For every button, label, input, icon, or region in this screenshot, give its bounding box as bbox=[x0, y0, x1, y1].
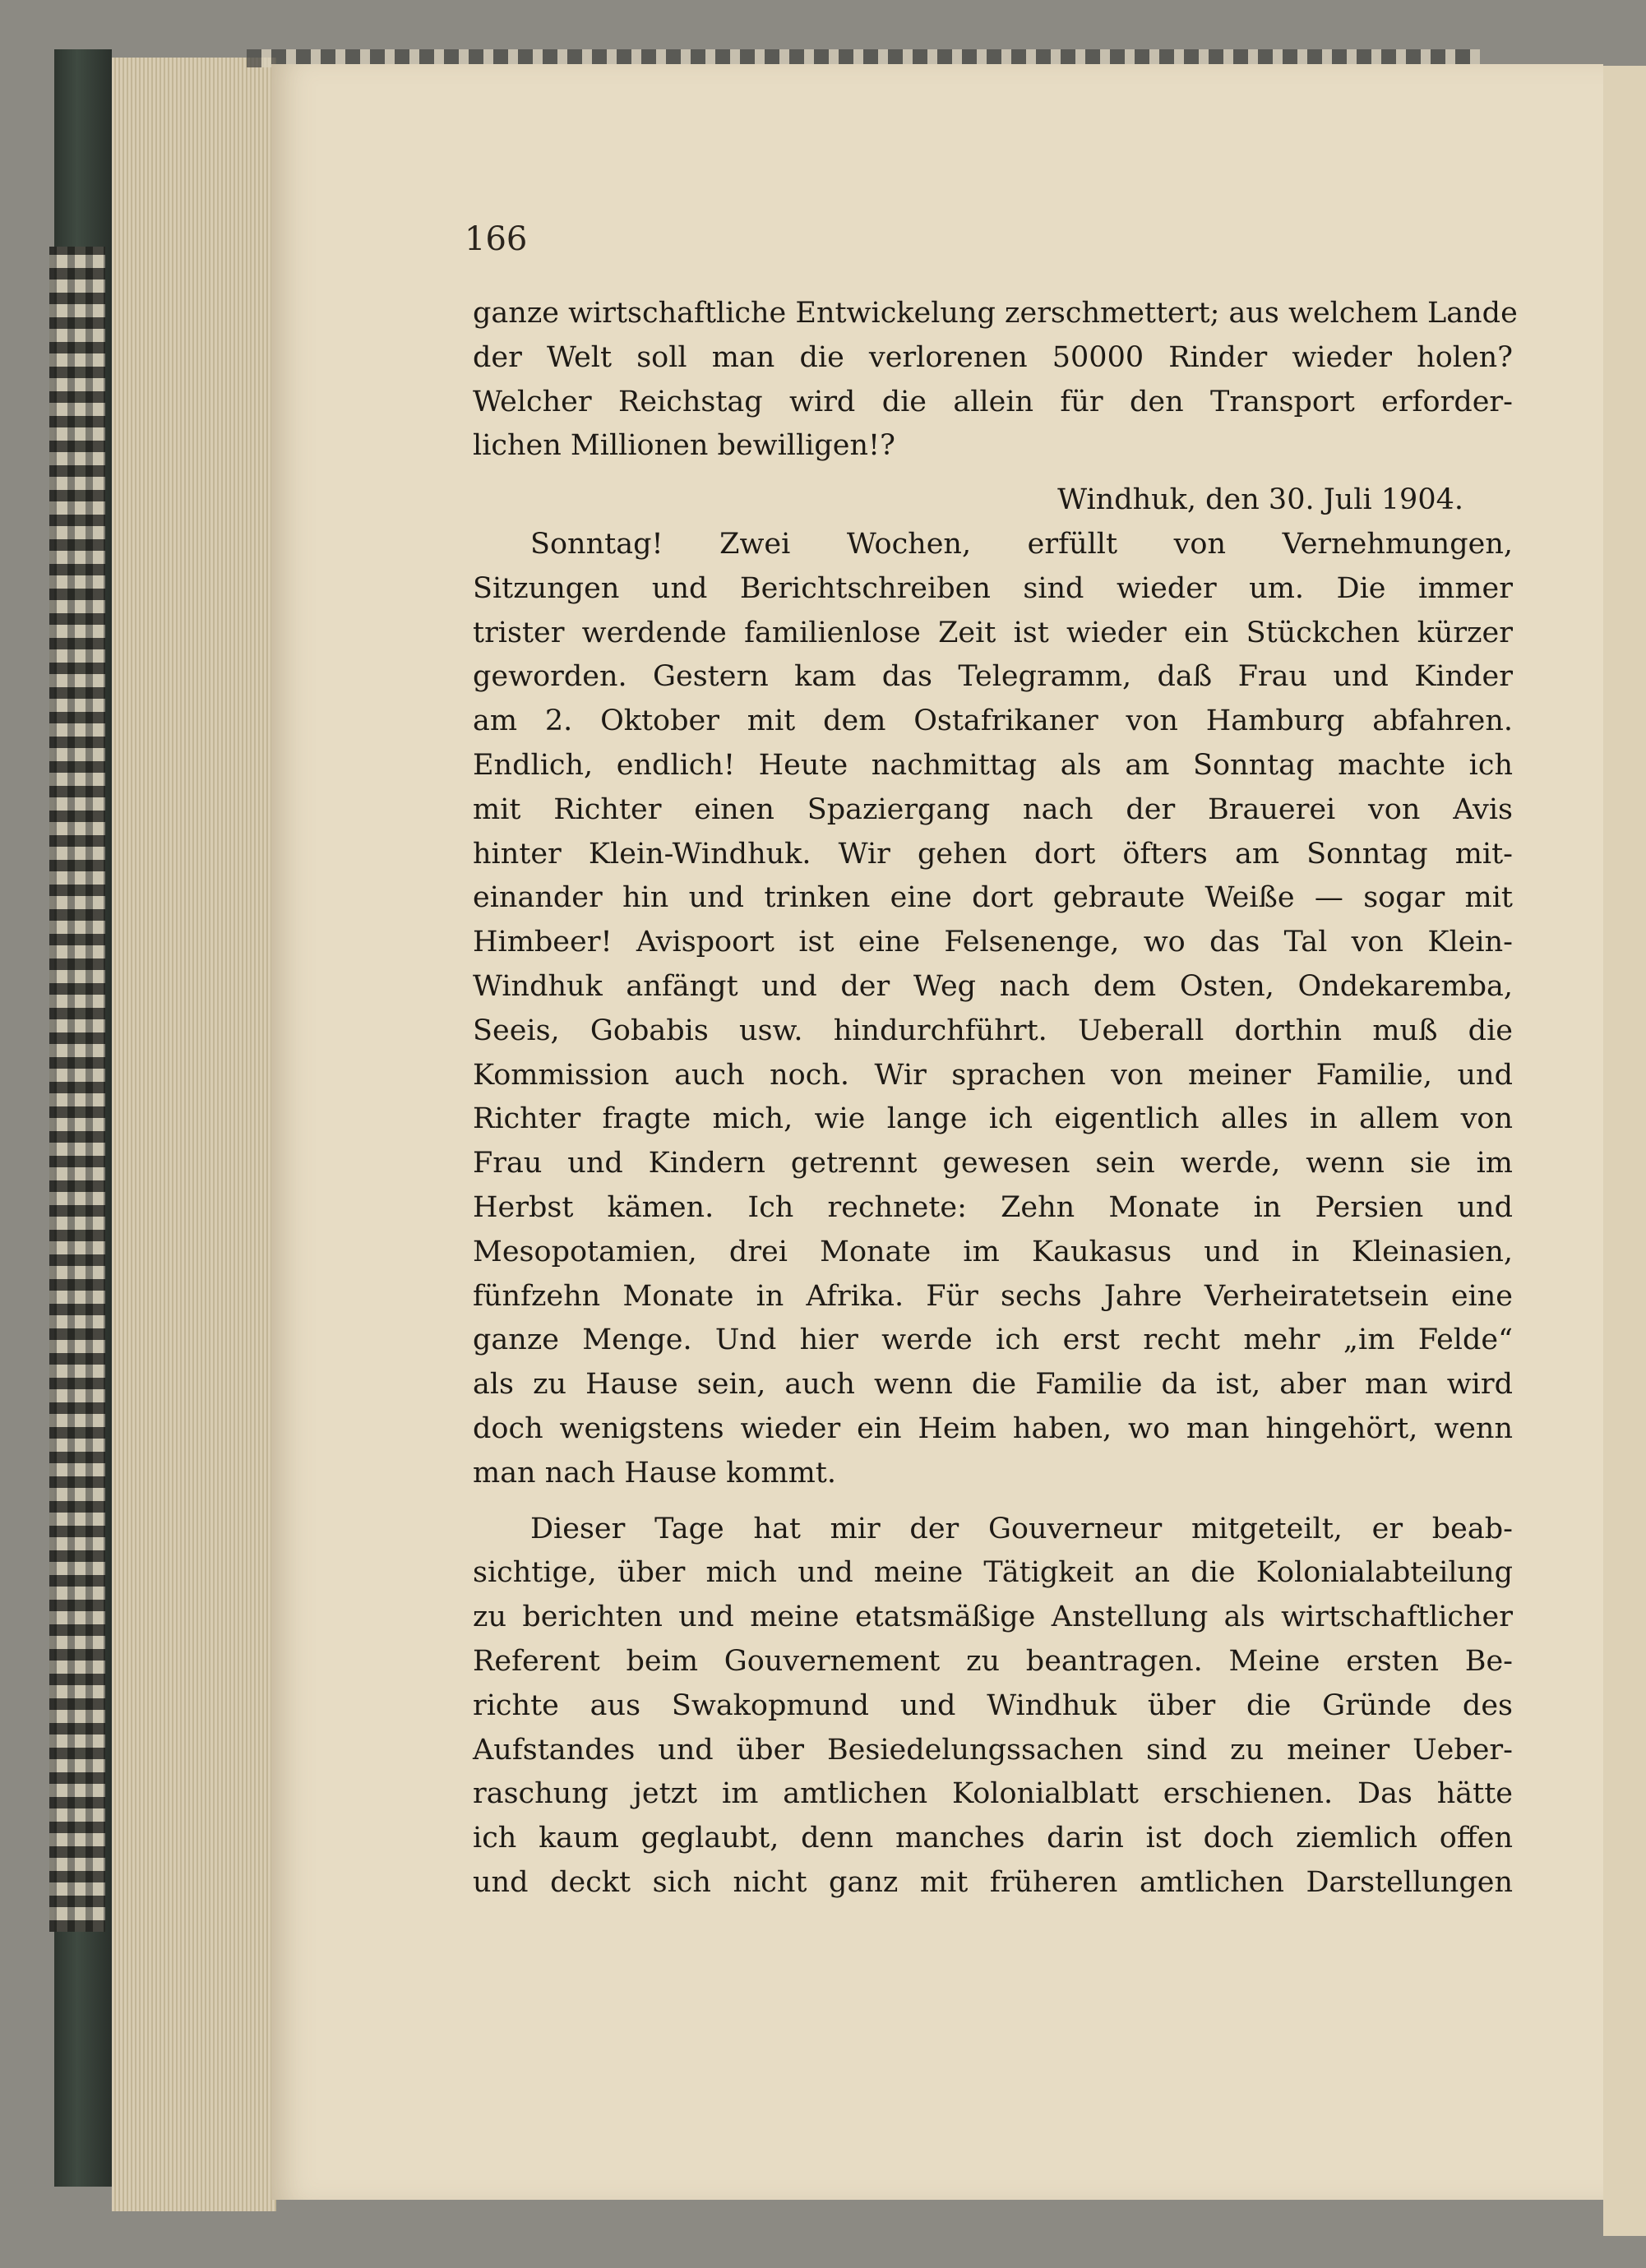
dateline: Windhuk, den 30. Juli 1904. bbox=[1057, 483, 1463, 517]
text-line: und deckt sich nicht ganz mit früheren amtlichen Darstellungen bbox=[473, 1865, 1513, 1899]
page-number: 166 bbox=[465, 220, 528, 258]
page-text bbox=[473, 292, 1518, 1905]
text-line: doch wenigstens wieder ein Heim haben, wo man hingehört, wenn bbox=[473, 1411, 1513, 1445]
text-line: sichtige, über mich und meine Tätigkeit an die Kolonialabteilung bbox=[473, 1556, 1513, 1590]
text-line: Sitzungen und Berichtschreiben sind wieder um. Die immer bbox=[473, 571, 1513, 605]
text-line: ganze wirtschaftliche Entwickelung zerschmettert; aus welchem Lande bbox=[473, 297, 1518, 330]
text-line: Kommission auch noch. Wir sprachen von meiner Familie, und bbox=[473, 1058, 1513, 1092]
text-line: Frau und Kindern getrennt gewesen sein werde, wenn sie im bbox=[473, 1147, 1513, 1180]
text-line: Dieser Tage hat mir der Gouverneur mitgeteilt, er beab- bbox=[530, 1512, 1513, 1545]
text-line: Seeis, Gobabis usw. hindurchführt. Ueberall dorthin muß die bbox=[473, 1014, 1513, 1047]
text-line: einander hin und trinken eine dort gebraute Weiße — sogar mit bbox=[473, 881, 1513, 915]
text-line: Richter fragte mich, wie lange ich eigentlich alles in allem von bbox=[473, 1102, 1513, 1136]
text-line: als zu Hause sein, auch wenn die Familie da ist, aber man wird bbox=[473, 1368, 1513, 1402]
text-line: Welcher Reichstag wird die allein für den Transport erforder- bbox=[473, 385, 1513, 418]
text-line: geworden. Gestern kam das Telegramm, daß Frau und Kinder bbox=[473, 660, 1513, 694]
next-page-sliver bbox=[1603, 66, 1646, 2236]
text-line: Himbeer! Avispoort ist eine Felsenenge, wo das Tal von Klein- bbox=[473, 926, 1513, 959]
paragraph-2 bbox=[473, 523, 1513, 1496]
text-line: Sonntag! Zwei Wochen, erfüllt von Vernehmungen, bbox=[530, 527, 1513, 561]
text-line: Endlich, endlich! Heute nachmittag als am Sonntag machte ich bbox=[473, 748, 1513, 782]
text-line: ich kaum geglaubt, denn manches darin ist doch ziemlich offen bbox=[473, 1822, 1513, 1855]
text-line: zu berichten und meine etatsmäßige Anstellung als wirtschaftlicher bbox=[473, 1601, 1513, 1634]
text-line: richte aus Swakopmund und Windhuk über die Gründe des bbox=[473, 1688, 1513, 1722]
marbled-endpaper bbox=[49, 247, 105, 1932]
text-line: Referent beim Gouvernement zu beantragen. Meine ersten Be- bbox=[473, 1644, 1513, 1678]
text-line: man nach Hause kommt. bbox=[473, 1456, 836, 1490]
text-line: der Welt soll man die verlorenen 50000 Rinder wieder holen? bbox=[473, 340, 1513, 374]
paragraph-1 bbox=[473, 292, 1518, 469]
text-line: fünfzehn Monate in Afrika. Für sechs Jahre Verheiratetsein eine bbox=[473, 1279, 1513, 1313]
text-line: ganze Menge. Und hier werde ich erst recht mehr „im Felde“ bbox=[473, 1323, 1513, 1357]
text-line: trister werdende familienlose Zeit ist wieder ein Stückchen kürzer bbox=[473, 616, 1513, 649]
text-line: hinter Klein-Windhuk. Wir gehen dort öfters am Sonntag mit- bbox=[473, 837, 1513, 871]
text-line: Windhuk anfängt und der Weg nach dem Osten, Ondekaremba, bbox=[473, 969, 1513, 1003]
text-line: Mesopotamien, drei Monate im Kaukasus und in Kleinasien, bbox=[473, 1235, 1513, 1268]
text-line: am 2. Oktober mit dem Ostafrikaner von Hamburg abfahren. bbox=[473, 704, 1513, 738]
text-line: lichen Millionen bewilligen!? bbox=[473, 429, 895, 463]
text-line: Aufstandes und über Besiedelungssachen sind zu meiner Ueber- bbox=[473, 1733, 1513, 1767]
text-line: mit Richter einen Spaziergang nach der Brauerei von Avis bbox=[473, 792, 1513, 826]
text-line: Herbst kämen. Ich rechnete: Zehn Monate in Persien und bbox=[473, 1190, 1513, 1224]
paragraph-3 bbox=[473, 1508, 1513, 1905]
page-edges-stack bbox=[112, 58, 276, 2211]
text-line: raschung jetzt im amtlichen Kolonialblatt erschienen. Das hätte bbox=[473, 1777, 1513, 1811]
